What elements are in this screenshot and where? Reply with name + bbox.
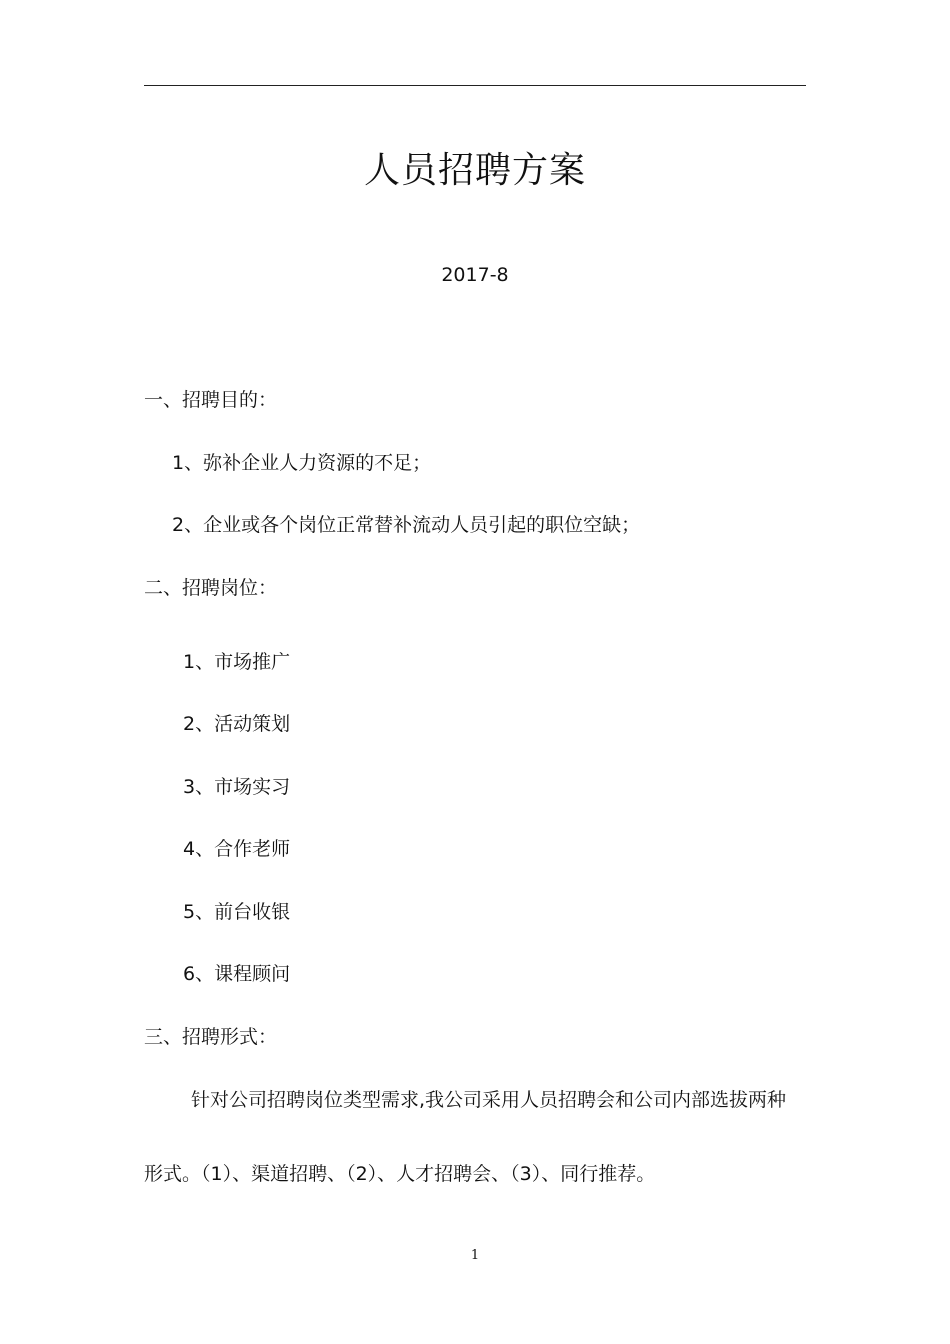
paragraph-line: 形式。（1）、渠道招聘、（2）、人才招聘会、（3）、同行推荐。: [144, 1163, 656, 1185]
document-title: 人员招聘方案: [363, 150, 586, 191]
paragraph-line: 针对公司招聘岗位类型需求,我公司采用人员招聘会和公司内部选拔两种: [191, 1089, 787, 1111]
list-item: 4、合作老师: [183, 838, 291, 860]
page-number: 1: [470, 1248, 480, 1263]
list-item: 6、课程顾问: [183, 963, 291, 985]
list-item: 3、市场实习: [183, 776, 291, 798]
header-rule: [144, 85, 806, 86]
section-heading-format: 三、招聘形式：: [144, 1026, 278, 1048]
list-item: 1、市场推广: [183, 651, 291, 673]
list-item: 5、前台收银: [183, 901, 291, 923]
section-heading-positions: 二、招聘岗位：: [144, 577, 278, 599]
list-item: 1、弥补企业人力资源的不足；: [172, 452, 432, 474]
document-date: 2017-8: [441, 264, 509, 286]
section-heading-purpose: 一、招聘目的：: [144, 389, 278, 411]
list-item: 2、活动策划: [183, 713, 291, 735]
list-item: 2、企业或各个岗位正常替补流动人员引起的职位空缺；: [172, 514, 641, 536]
